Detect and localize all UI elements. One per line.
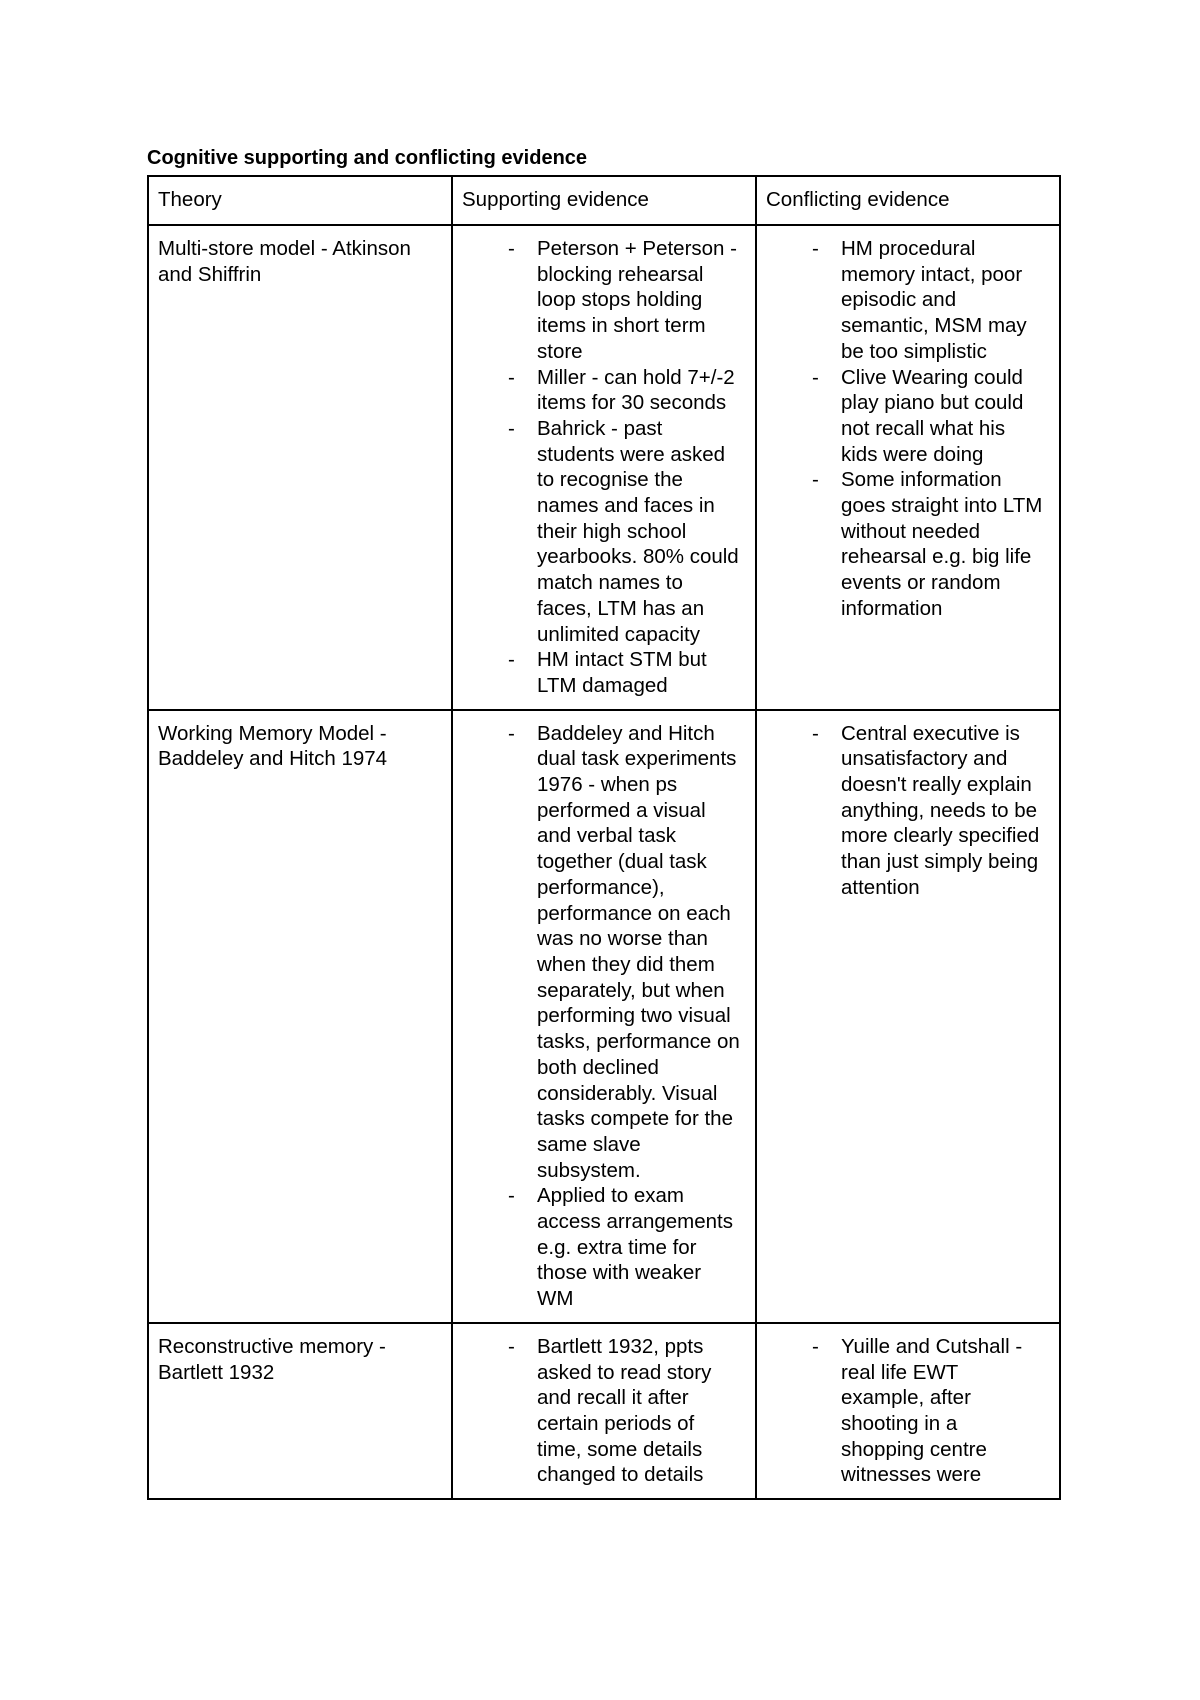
- list-item: [766, 1334, 1046, 1488]
- table-row: [148, 1323, 1060, 1499]
- conflicting-evidence-cell: [756, 225, 1060, 710]
- theory-cell: Working Memory Model - Baddeley and Hitch 1974: [148, 710, 452, 1323]
- list-item: [462, 1183, 742, 1312]
- theory-cell: Reconstructive memory - Bartlett 1932: [148, 1323, 452, 1499]
- bullet-dash: -: [812, 721, 819, 745]
- list-item-text: Clive Wearing could play piano but could not recall what his kids were doing: [841, 365, 1024, 466]
- supporting-evidence-list: [462, 721, 746, 1312]
- conflicting-evidence-list: [766, 236, 1050, 622]
- bullet-dash: -: [812, 1334, 819, 1358]
- list-item-text: Applied to exam access arrangements e.g. extra time for those with weaker WM: [537, 1184, 733, 1311]
- evidence-table: [147, 175, 1061, 1500]
- header-theory: Theory: [148, 176, 452, 225]
- list-item: [766, 467, 1046, 621]
- list-item-text: Bartlett 1932, ppts asked to read story and recall it after certain periods of time, some details changed to details: [537, 1334, 712, 1487]
- list-item-text: Bahrick - past students were asked to recognise the names and faces in their high school yearbooks. 80% could match names to faces, LTM has an unlimited capacity: [537, 416, 739, 646]
- table-header-row: [148, 176, 1060, 225]
- bullet-dash: -: [508, 648, 515, 672]
- conflicting-evidence-list: [766, 721, 1050, 901]
- list-item: [462, 647, 742, 698]
- supporting-evidence-list: [462, 1334, 746, 1488]
- list-item: [766, 236, 1046, 365]
- conflicting-evidence-cell: [756, 710, 1060, 1323]
- list-item: [766, 721, 1046, 901]
- bullet-dash: -: [508, 365, 515, 389]
- list-item: [462, 236, 742, 365]
- bullet-dash: -: [508, 237, 515, 260]
- list-item-text: Yuille and Cutshall - real life EWT example, after shooting in a shopping centre witnesses were: [841, 1334, 1023, 1487]
- bullet-dash: -: [812, 365, 819, 389]
- table-row: [148, 710, 1060, 1323]
- list-item-text: Some information goes straight into LTM without needed rehearsal e.g. big life events or random information: [841, 468, 1043, 620]
- bullet-dash: -: [508, 721, 515, 745]
- list-item-text: HM intact STM but LTM damaged: [537, 648, 707, 697]
- supporting-evidence-list: [462, 236, 746, 699]
- list-item: [766, 365, 1046, 468]
- bullet-dash: -: [508, 416, 515, 440]
- conflicting-evidence-cell: [756, 1323, 1060, 1499]
- list-item-text: Central executive is unsatisfactory and doesn't really explain anything, needs to be more clearly specified than just simply being attention: [841, 721, 1040, 899]
- list-item-text: Baddeley and Hitch dual task experiments 1976 - when ps performed a visual and verbal task together (dual task performance), performance on each was no worse than when they did them separately, but when performing two visual tasks, performance on both declined considerably. Visual tasks compete for the same slave subsystem.: [537, 721, 740, 1182]
- header-supporting-evidence: Supporting evidence: [452, 176, 756, 225]
- bullet-dash: -: [812, 468, 819, 492]
- list-item: [462, 416, 742, 647]
- supporting-evidence-cell: [452, 1323, 756, 1499]
- header-conflicting-evidence: Conflicting evidence: [756, 176, 1060, 225]
- bullet-dash: -: [812, 237, 819, 260]
- bullet-dash: -: [508, 1184, 515, 1208]
- list-item: [462, 365, 742, 416]
- bullet-dash: -: [508, 1334, 515, 1358]
- conflicting-evidence-list: [766, 1334, 1050, 1488]
- list-item-text: Miller - can hold 7+/-2 items for 30 seconds: [537, 365, 735, 415]
- list-item: [462, 1334, 742, 1488]
- theory-cell: Multi-store model - Atkinson and Shiffrin: [148, 225, 452, 710]
- supporting-evidence-cell: [452, 225, 756, 710]
- list-item-text: Peterson + Peterson - blocking rehearsal loop stops holding items in short term store: [537, 237, 737, 363]
- table-row: [148, 225, 1060, 710]
- document-title: Cognitive supporting and conflicting evidence: [147, 147, 588, 169]
- list-item: [462, 721, 742, 1184]
- list-item-text: HM procedural memory intact, poor episodic and semantic, MSM may be too simplistic: [841, 237, 1027, 363]
- supporting-evidence-cell: [452, 710, 756, 1323]
